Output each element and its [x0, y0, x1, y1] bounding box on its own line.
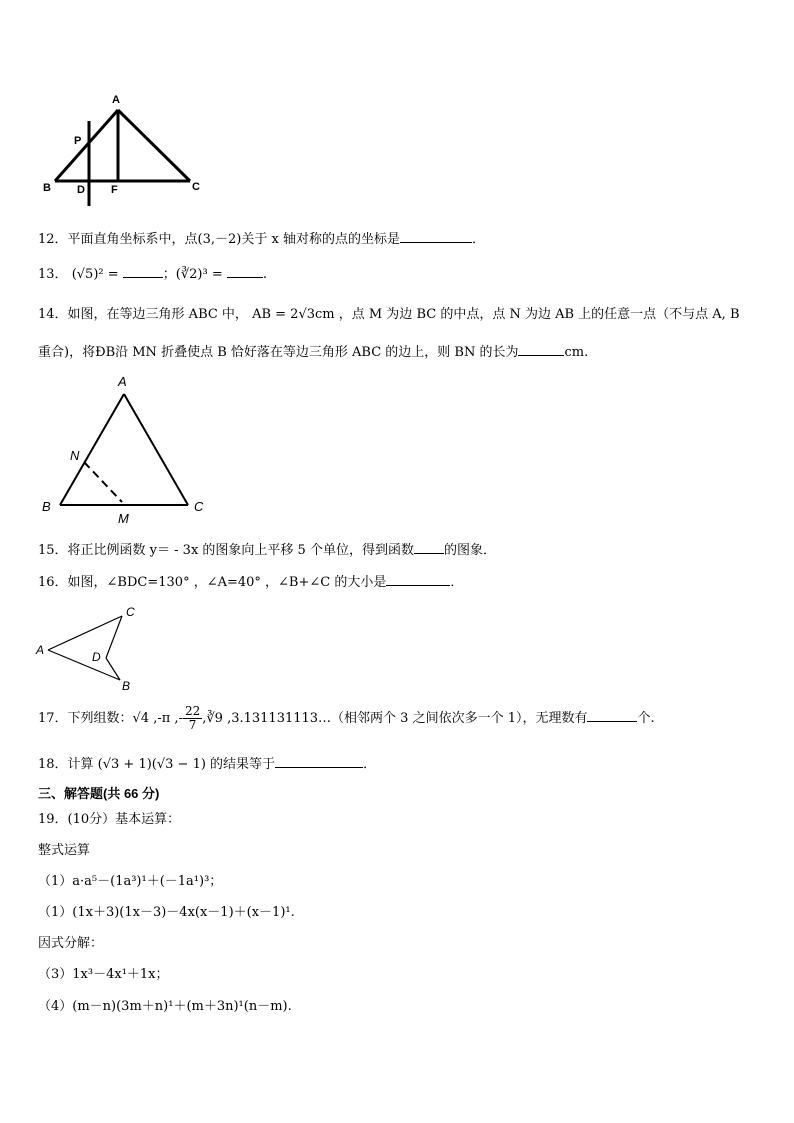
label-C: C — [192, 181, 200, 193]
question-14-line1: 14．如图，在等边三角形 ABC 中， AB = 2√3cm ，点 M 为边 BC 的中点，点 N 为边 AB 上的任意一点（不与点 A, B — [38, 307, 740, 322]
question-15 — [38, 540, 496, 560]
fraction — [183, 705, 202, 732]
label-D: D — [92, 650, 101, 664]
answer-blank[interactable] — [227, 264, 263, 278]
label-B: B — [43, 182, 51, 194]
question-14-line2-a: 重合)，将ÐB沿 MN 折叠使点 B 恰好落在等边三角形 ABC 的边上，则 BN 的长为 — [38, 345, 519, 360]
problem-1b: （1）(1x＋3)(1x－3)－4x(x－1)＋(x－1)¹. — [38, 905, 295, 920]
label-M: M — [118, 511, 129, 526]
side-ac — [124, 394, 188, 505]
answer-blank[interactable] — [386, 572, 450, 586]
answer-blank[interactable] — [275, 754, 363, 768]
label-C: C — [126, 605, 135, 619]
question-13-expr2: (∛2)³ = — [175, 267, 223, 282]
question-12-text: 12．平面直角坐标系中，点(3,－2)关于 x 轴对称的点的坐标是 — [38, 232, 400, 247]
question-18 — [38, 754, 376, 774]
question-16-a: 16．如图，∠BDC=130° ，∠A=40° ，∠B+∠C 的大小是 — [38, 575, 387, 590]
question-19-head: 19．(10分）基本运算： — [38, 812, 181, 827]
question-17-a: 17．下列组数：√4 ,-π ,- — [38, 711, 183, 726]
question-17 — [38, 704, 655, 734]
subheading-factorization: 因式分解： — [38, 936, 104, 951]
question-16-b: ． — [450, 575, 464, 590]
figure-equilateral-triangle — [36, 372, 216, 528]
question-13-end: . — [262, 267, 267, 282]
answer-blank[interactable] — [587, 708, 637, 722]
question-16 — [38, 572, 463, 592]
answer-blank[interactable] — [518, 342, 564, 356]
answer-blank[interactable] — [123, 264, 163, 278]
question-15-b: 的图象． — [443, 543, 496, 558]
question-15-a: 15．将正比例函数 y＝ - 3x 的图象向上平移 5 个单位，得到函数 — [38, 543, 414, 558]
question-13-sep: ； — [162, 267, 176, 282]
problem-3: （3）1x³－4x¹＋1x； — [38, 967, 169, 982]
answer-blank[interactable] — [414, 540, 444, 554]
section-heading: 三、解答题(共 66 分) — [38, 786, 160, 801]
label-B: B — [42, 499, 51, 514]
subheading-polynomial: 整式运算 — [38, 843, 91, 858]
label-C: C — [194, 499, 204, 514]
label-N: N — [70, 448, 80, 463]
label-A: A — [118, 374, 127, 389]
fold-line-nm — [84, 462, 122, 502]
question-12-end: ． — [471, 232, 485, 247]
side-ac — [118, 110, 190, 181]
question-18-a: 18．计算 (√3 + 1)(√3 − 1) 的结果等于 — [38, 757, 276, 772]
label-F: F — [111, 184, 118, 196]
question-17-c: 个. — [637, 711, 655, 726]
question-13-prefix: 13． — [38, 267, 68, 282]
problem-1a: （1）a·a⁵－(1a³)¹＋(－1a¹)³； — [38, 874, 223, 889]
label-P: P — [74, 135, 82, 147]
label-A: A — [112, 94, 120, 106]
figure-triangle-pdf — [40, 88, 210, 210]
question-17-b: ,∛9 ,3.131131113…（相邻两个 3 之间依次多一个 1），无理数有 — [202, 711, 588, 726]
figure-concave-quadrilateral — [34, 600, 154, 696]
label-A: A — [36, 643, 45, 657]
side-ab — [55, 110, 118, 181]
label-D: D — [77, 184, 85, 196]
side-ab — [48, 650, 120, 680]
question-12 — [38, 229, 485, 249]
question-13-expr1: (√5)² = — [71, 267, 119, 282]
answer-blank[interactable] — [400, 229, 472, 243]
question-13 — [38, 264, 267, 284]
question-14-line2-b: cm. — [564, 345, 589, 360]
problem-4: （4）(m－n)(3m＋n)¹＋(m＋3n)¹(n－m). — [38, 999, 292, 1014]
fraction-numerator: 22 — [184, 704, 201, 718]
label-B: B — [122, 679, 131, 693]
question-14-line2 — [38, 342, 588, 362]
fraction-denominator: 7 — [188, 718, 197, 732]
question-18-b: ． — [363, 757, 377, 772]
